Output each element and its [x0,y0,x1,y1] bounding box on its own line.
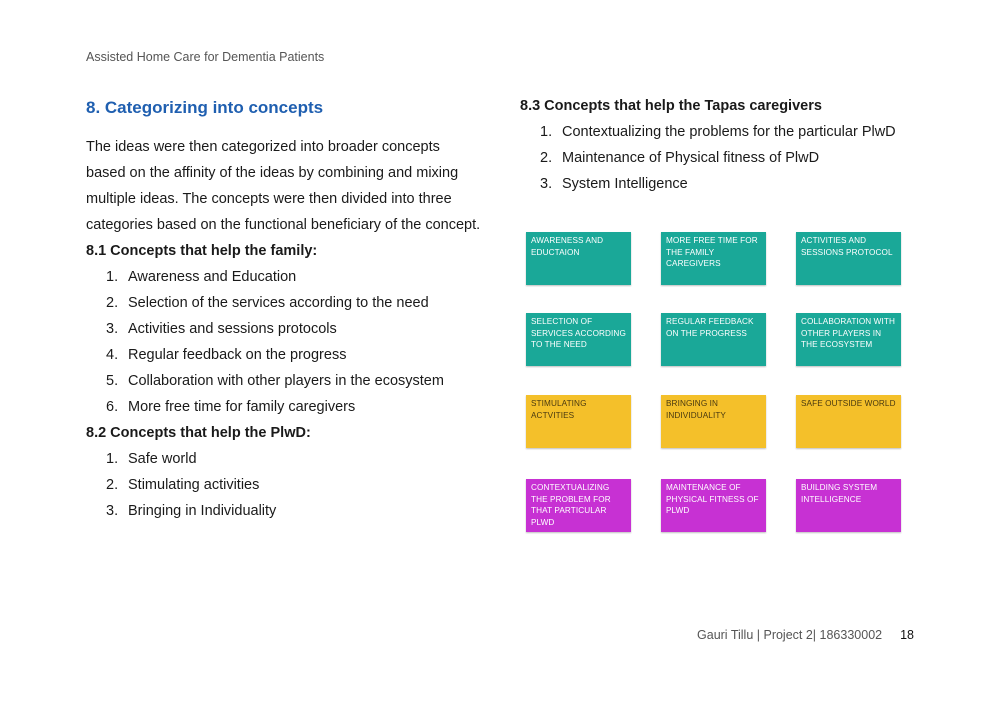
list-item: 5. Collaboration with other players in the ecosystem [106,373,444,389]
intro-paragraph: The ideas were then categorized into broader concepts based on the affinity of the ideas by combining and mixing multiple ideas. The concepts were then divided into three categories based on the functional beneficiary of the concept. [86,139,481,233]
list-item: 2. Selection of the services according to the need [106,295,429,311]
plwd-list [86,446,481,524]
concept-note: ACTIVITIES AND SESSIONS PROTOCOL [796,232,901,285]
concept-note: BUILDING SYSTEM INTELLIGENCE [796,479,901,532]
list-item: 3. System Intelligence [540,176,688,192]
list-item: 2. Maintenance of Physical fitness of PlwD [540,150,820,166]
list-item: 6. More free time for family caregivers [106,399,356,415]
list-item: 2. Stimulating activities [106,477,260,493]
tapas-list [520,119,940,197]
concept-note: REGULAR FEEDBACK ON THE PROGRESS [661,313,766,366]
concept-note: COLLABORATION WITH OTHER PLAYERS IN THE ECOSYSTEM [796,313,901,366]
concept-note: MAINTENANCE OF PHYSICAL FITNESS OF PLWD [661,479,766,532]
list-item: 4. Regular feedback on the progress [106,347,347,363]
concept-note: CONTEXTUALIZING THE PROBLEM FOR THAT PARTICULAR PLWD [526,479,631,532]
running-header: Assisted Home Care for Dementia Patients [86,50,325,64]
list-item: 3. Activities and sessions protocols [106,321,337,337]
list-item: 3. Bringing in Individuality [106,503,277,519]
left-column [86,96,481,524]
list-item: 1. Safe world [106,451,197,467]
list-item: 1. Contextualizing the problems for the particular PlwD [540,124,896,140]
concept-board [526,232,902,532]
concept-note: MORE FREE TIME FOR THE FAMILY CAREGIVERS [661,232,766,285]
plwd-heading: 8.2 Concepts that help the PlwD: [86,425,311,441]
right-column [520,96,940,197]
page-number: 18 [900,628,914,642]
concept-note: STIMULATING ACTVITIES [526,395,631,448]
family-list [86,264,481,420]
concept-note: SAFE OUTSIDE WORLD [796,395,901,448]
concept-note: BRINGING IN INDIVIDUALITY [661,395,766,448]
section-title: 8. Categorizing into concepts [86,98,324,117]
footer-credit: Gauri Tillu | Project 2| 186330002 [697,628,883,642]
list-item: 1. Awareness and Education [106,269,297,285]
tapas-heading: 8.3 Concepts that help the Tapas caregivers [520,98,822,114]
concept-note: SELECTION OF SERVICES ACCORDING TO THE NEED [526,313,631,366]
family-heading: 8.1 Concepts that help the family: [86,243,318,259]
page-footer [697,628,914,642]
concept-note: AWARENESS AND EDUCTAION [526,232,631,285]
